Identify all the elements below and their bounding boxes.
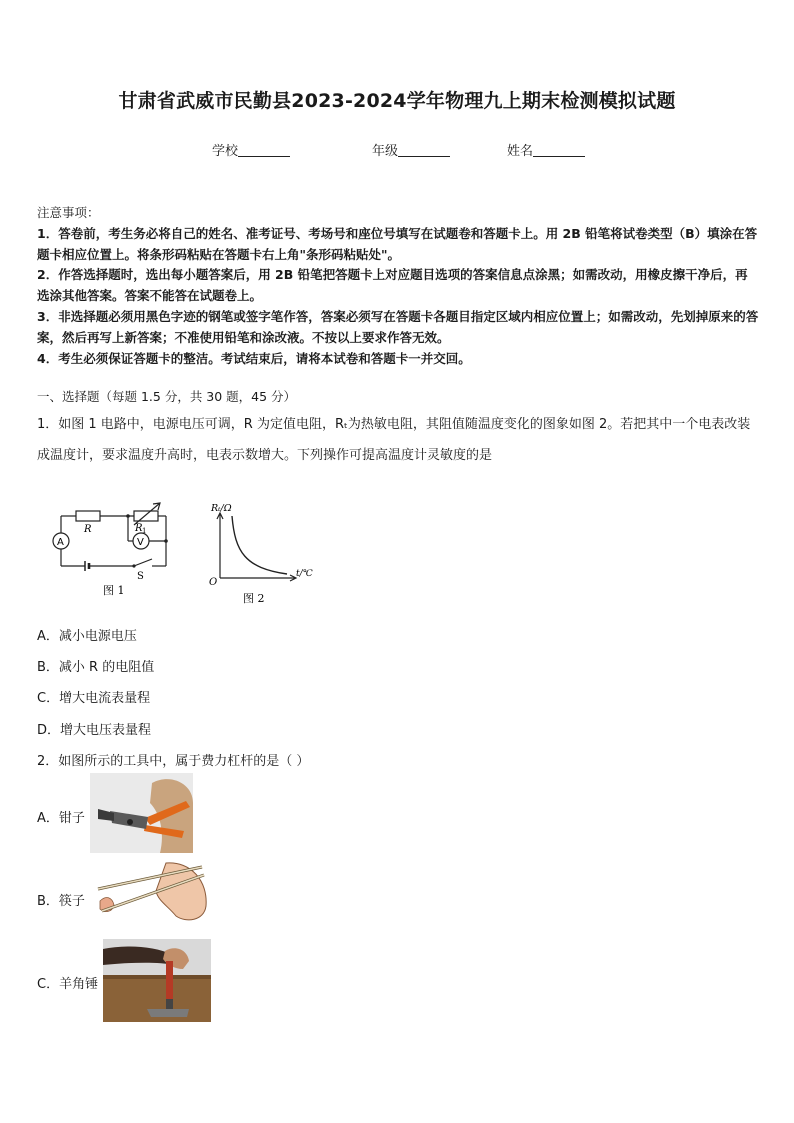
figure-1-caption: 图 1 xyxy=(103,584,125,597)
q1-option-a: A．减小电源电压 xyxy=(37,629,137,644)
question-1-text: 1．如图 1 电路中，电源电压可调，R 为定值电阻，Rₜ为热敏电阻，其阻值随温度变化的图象如图 2。若把其中一个电表改装成温度计，要求温度升高时，电表示数增大。下列操作可提高温度计灵敏度的是 xyxy=(37,417,751,463)
q2-option-c: C．羊角锤 xyxy=(37,977,99,992)
y-axis-label: Rₜ/Ω xyxy=(211,503,232,514)
pliers-photo xyxy=(90,773,193,853)
grade-label: 年级 xyxy=(372,144,399,159)
ammeter-symbol: A xyxy=(57,537,64,548)
school-blank xyxy=(238,144,290,157)
claw-hammer-photo xyxy=(103,939,211,1022)
voltmeter-symbol: V xyxy=(137,537,144,548)
question-2-text: 2．如图所示的工具中，属于费力杠杆的是（ ） xyxy=(37,754,310,769)
note-item: 2．作答选择题时，选出每小题答案后，用 2B 铅笔把答题卡上对应题目选项的答案信息点涂黑；如需改动，用橡皮擦干净后，再选涂其他答案。答案不能答在试题卷上。 xyxy=(37,267,748,304)
circuit-diagram-figure-1 xyxy=(48,500,176,600)
grade-field xyxy=(372,140,450,159)
grade-blank xyxy=(398,144,450,157)
school-field xyxy=(212,140,290,159)
q2-option-a: A．钳子 xyxy=(37,811,85,826)
thermistor-subscript: 1 xyxy=(142,527,147,535)
name-blank xyxy=(533,144,585,157)
name-field xyxy=(507,140,585,159)
notes-block xyxy=(37,203,759,369)
note-item: 4．考生必须保证答题卡的整洁。考试结束后，请将本试卷和答题卡一并交回。 xyxy=(37,350,471,366)
q1-option-d: D．增大电压表量程 xyxy=(37,723,152,738)
resistor-r-label: R xyxy=(84,524,92,535)
q1-option-b: B．减小 R 的电阻值 xyxy=(37,660,155,675)
x-axis-label: t/℃ xyxy=(296,569,313,579)
name-label: 姓名 xyxy=(507,144,534,159)
note-item: 3．非选择题必须用黑色字迹的钢笔或签字笔作答，答案必须写在答题卡各题目指定区域内相应位置上；如需改动，先划掉原来的答案，然后再写上新答案；不准使用铅笔和涂改液。不按以上要求作答无效。 xyxy=(37,308,759,345)
origin-label: O xyxy=(209,577,218,588)
section-heading: 一、选择题（每题 1.5 分，共 30 题，45 分） xyxy=(37,389,297,404)
school-label: 学校 xyxy=(212,144,239,159)
figure-2-caption: 图 2 xyxy=(243,592,265,605)
q2-option-b: B．筷子 xyxy=(37,894,85,909)
notes-heading: 注意事项： xyxy=(37,205,100,220)
resistance-temperature-graph-figure-2 xyxy=(205,500,320,610)
page-title: 甘肃省武威市民勤县2023-2024学年物理九上期末检测模拟试题 xyxy=(118,90,676,112)
switch-label: S xyxy=(137,571,144,582)
note-item: 1．答卷前，考生务必将自己的姓名、准考证号、考场号和座位号填写在试题卷和答题卡上。用 2B 铅笔将试卷类型（B）填涂在答题卡相应位置上。将条形码粘贴在答题卡右上角"条形码粘贴处"。 xyxy=(37,225,758,262)
thermistor-label: R xyxy=(135,523,143,534)
chopsticks-photo xyxy=(96,861,208,923)
q1-option-c: C．增大电流表量程 xyxy=(37,691,151,706)
